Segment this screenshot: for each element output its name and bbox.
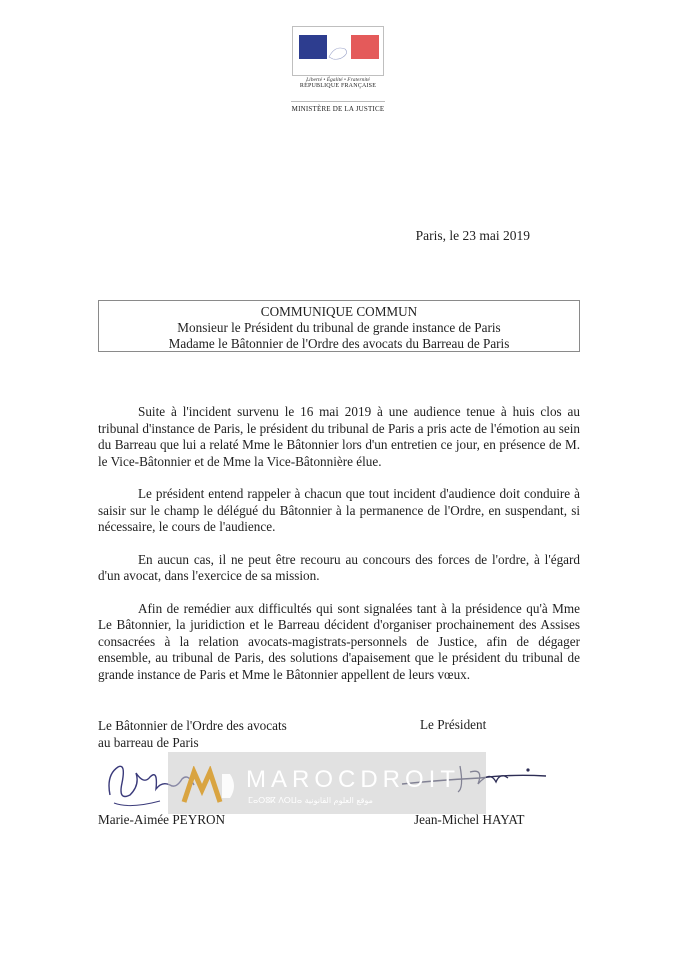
republic-label: RÉPUBLIQUE FRANÇAISE [299, 83, 377, 89]
signatory-left-title-line1: Le Bâtonnier de l'Ordre des avocats [98, 718, 287, 733]
watermark-brand: MAROCDROIT [246, 766, 460, 793]
marianne-profile-icon [293, 27, 384, 76]
watermark-subtitle: ⵎⴰⵔⵓⴽ ⴷⵔⵡⴰ موقع العلوم القانونية [248, 796, 373, 805]
communique-title: COMMUNIQUE COMMUN [260, 304, 418, 319]
paragraph: Le président entend rappeler à chacun que tout incident d'audience doit conduire à saisir sur le champ le délégué du Bâtonnier à la permanence de l'Ordre, en suspendant, si nécessaire, le cours de l'audience. [98, 486, 580, 534]
signatory-left-title [98, 717, 287, 751]
signatory-left-name: Marie-Aimée PEYRON [98, 812, 226, 827]
motto: Liberté • Égalité • Fraternité [306, 77, 370, 83]
signatory-left-title-line2: au barreau de Paris [98, 735, 199, 750]
letter-body [98, 404, 580, 699]
marianne-flag-icon [292, 26, 384, 76]
watermark-banner [168, 752, 486, 814]
header-line-president: Monsieur le Président du tribunal de grande instance de Paris [177, 320, 501, 335]
ministry-label: MINISTÈRE DE LA JUSTICE [291, 101, 385, 113]
marocdroit-logo-icon [180, 766, 240, 806]
signatory-right-title: Le Président [420, 717, 487, 732]
letter-date: Paris, le 23 mai 2019 [415, 228, 530, 243]
paragraph: Suite à l'incident survenu le 16 mai 2019 à une audience tenue à huis clos au tribunal d'instance de Paris, le président du tribunal de Paris a pris acte de l'émotion au sein du Barreau que lui a relaté Mme le Bâtonnier lors d'un entretien ce jour, en présence de M. le Vice-Bâtonnier et de Mme la Vice-Bâtonnière élue. [98, 404, 580, 469]
signatory-right-name: Jean-Michel HAYAT [414, 812, 525, 827]
paragraph: En aucun cas, il ne peut être recouru au concours des forces de l'ordre, à l'égard d'un avocat, dans l'exercice de sa mission. [98, 551, 580, 583]
paragraph: Afin de remédier aux difficultés qui sont signalées tant à la présidence qu'à Mme Le Bâtonnier, la juridiction et le Barreau décident d'organiser prochainement des Assises consacrées à la relation avocats-magistrats-personnels de Justice, afin de dégager ensemble, au tribunal de Paris, des solutions d'apaisement que le président du tribunal de grande instance de Paris et Mme le Bâtonnier appellent de leurs vœux. [98, 600, 580, 682]
ministry-logo [286, 26, 390, 118]
communique-header [98, 300, 580, 352]
header-line-batonnier: Madame le Bâtonnier de l'Ordre des avocats du Barreau de Paris [168, 336, 510, 351]
